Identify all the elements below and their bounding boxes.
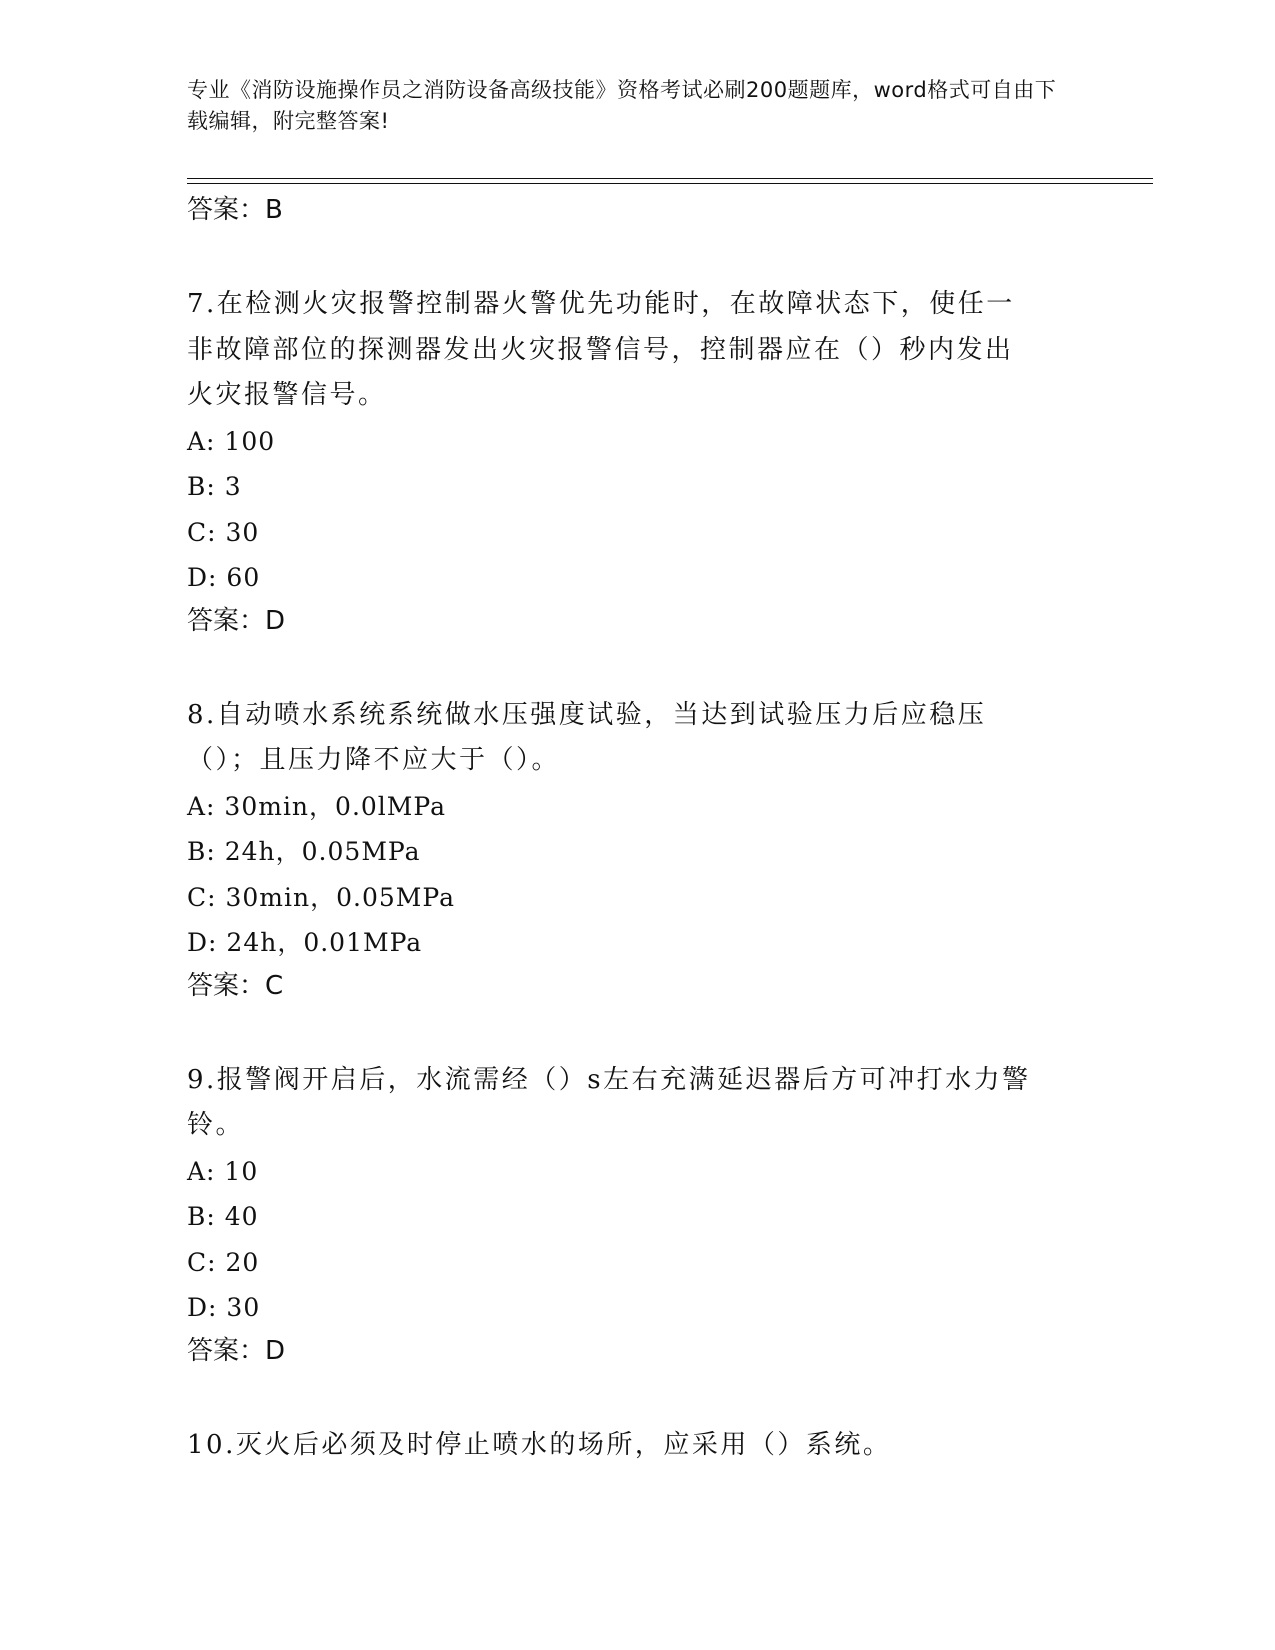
- header-rule-top: [187, 178, 1153, 179]
- answer-label: 答案：D: [187, 605, 286, 636]
- question-block-8: [187, 693, 1087, 1006]
- option-c: C: 30: [187, 517, 260, 547]
- answer-label: 答案：B: [187, 195, 283, 225]
- option-d: D: 60: [187, 563, 261, 592]
- option-a: A: 100: [187, 426, 276, 456]
- answer-label: 答案：C: [187, 970, 284, 1001]
- option-a: A: 10: [187, 1156, 259, 1186]
- option-c: C: 30min，0.05MPa: [187, 882, 455, 912]
- question-text: 9.报警阀开启后，水流需经（）s左右充满延迟器后方可冲打水力警铃。: [187, 1064, 1031, 1140]
- option-c: C: 20: [187, 1247, 260, 1277]
- option-b: B: 24h，0.05MPa: [187, 837, 421, 866]
- header-rule-bottom: [187, 183, 1153, 184]
- question-block-10: [187, 1423, 1087, 1469]
- answer-label: 答案：D: [187, 1335, 286, 1366]
- question-list: [187, 190, 1087, 1468]
- option-d: D: 24h，0.01MPa: [187, 928, 423, 957]
- option-a: A: 30min，0.0lMPa: [187, 791, 446, 821]
- question-block-9: [187, 1058, 1087, 1371]
- question-text: 7.在检测火灾报警控制器火警优先功能时，在故障状态下，使任一非故障部位的探测器发出火灾报警信号，控制器应在（）秒内发出火灾报警信号。: [187, 289, 1015, 410]
- option-d: D: 30: [187, 1293, 261, 1322]
- document-header: 专业《消防设施操作员之消防设备高级技能》资格考试必刷200题题库，word格式可自由下载编辑，附完整答案!: [187, 78, 1057, 133]
- question-text: 8.自动喷水系统系统做水压强度试验，当达到试验压力后应稳压（）；且压力降不应大于（）。: [187, 699, 987, 775]
- question-block-7: [187, 282, 1087, 641]
- option-b: B: 3: [187, 472, 242, 501]
- question-text: 10.灭火后必须及时停止喷水的场所，应采用（）系统。: [187, 1429, 892, 1460]
- option-b: B: 40: [187, 1202, 259, 1231]
